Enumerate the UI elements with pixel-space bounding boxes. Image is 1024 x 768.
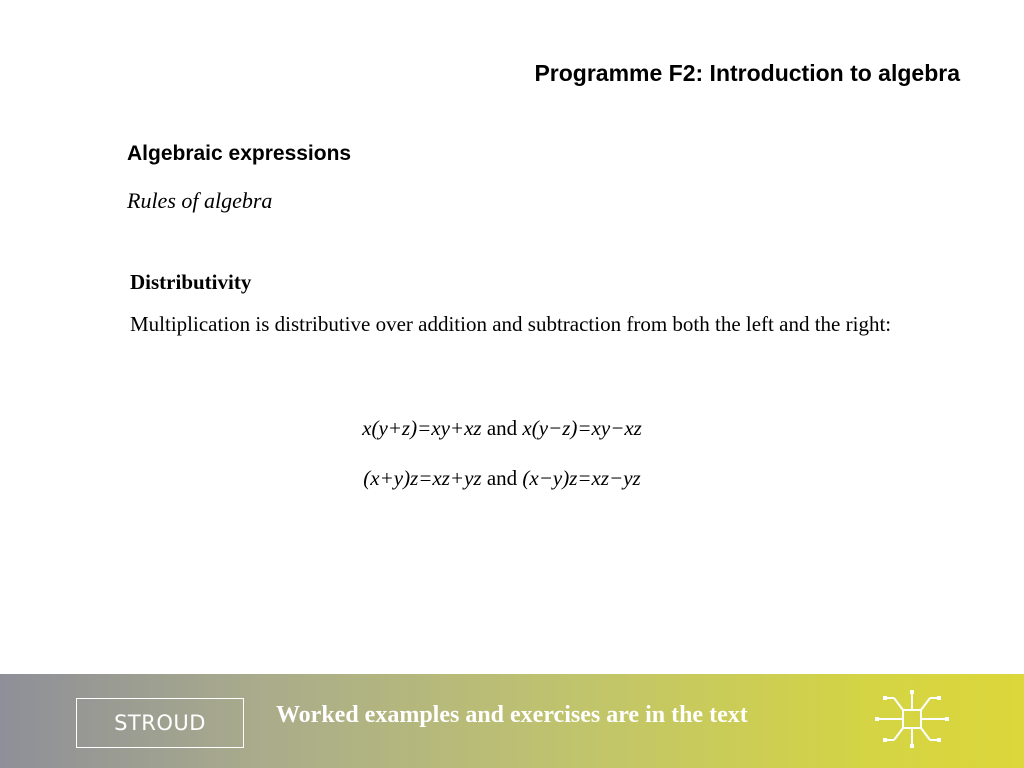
formula-row-2 bbox=[0, 466, 1004, 491]
network-icon bbox=[872, 688, 952, 750]
stroud-logo: STROUD bbox=[76, 698, 244, 748]
formula-1-connector: and bbox=[486, 416, 518, 440]
formula-2-right: (x−y)z=xz−yz bbox=[522, 466, 641, 490]
formula-1-left: x(y+z)=xy+xz bbox=[362, 416, 482, 440]
formula-2-connector: and bbox=[486, 466, 518, 490]
formula-1-right: x(y−z)=xy−xz bbox=[522, 416, 642, 440]
topic-heading: Distributivity bbox=[130, 270, 252, 294]
subsection-heading: Rules of algebra bbox=[127, 188, 273, 213]
formula-2-left: (x+y)z=xz+yz bbox=[363, 466, 482, 490]
footer-note: Worked examples and exercises are in the text bbox=[276, 702, 748, 728]
formula-row-1 bbox=[0, 416, 1004, 441]
programme-title: Programme F2: Introduction to algebra bbox=[534, 60, 960, 86]
footer-bar bbox=[0, 674, 1024, 768]
section-heading: Algebraic expressions bbox=[127, 142, 352, 165]
description-text: Multiplication is distributive over addition and subtraction from both the left and the right: bbox=[130, 312, 892, 336]
